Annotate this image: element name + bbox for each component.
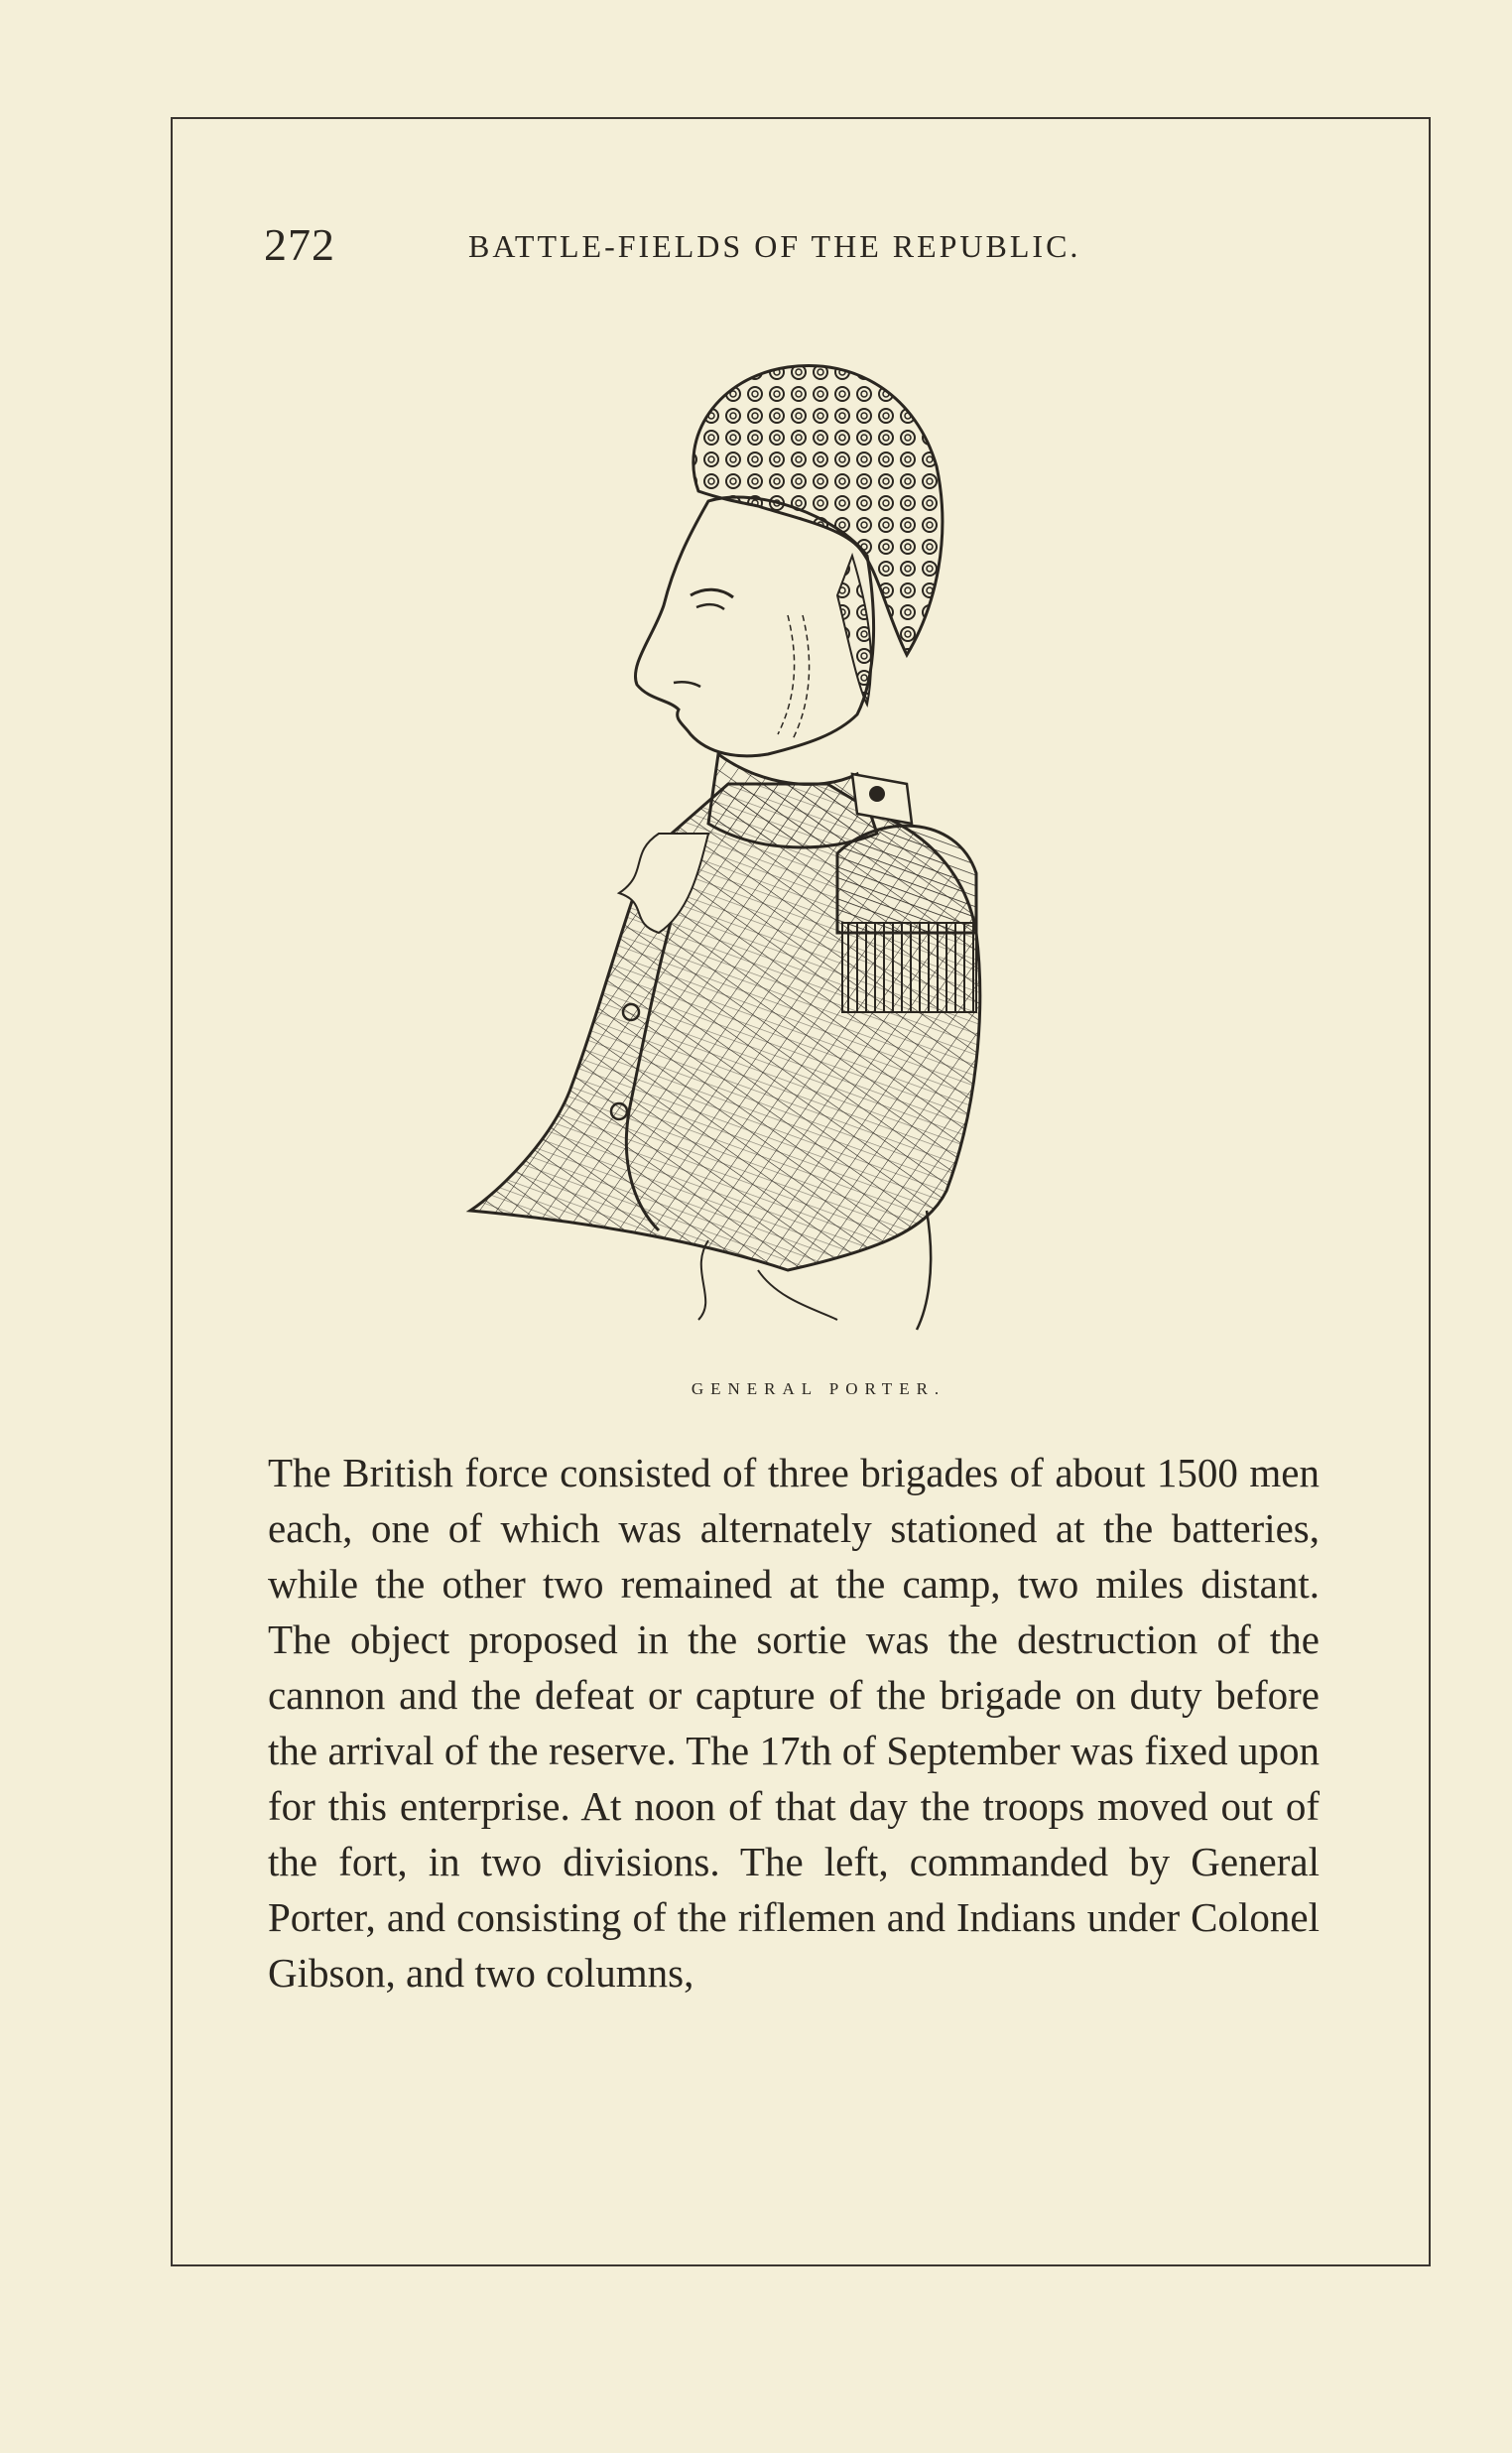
figure-caption: GENERAL PORTER. bbox=[691, 1379, 946, 1398]
body-paragraph: The British force consisted of three brigades of about 1500 men each, one of which was alternately stationed at the batteries, while the other two remained at the camp, two miles distant. The object proposed in the sortie was the destruction of the cannon and the defeat or capture of the brigade on duty before the arrival of the reserve. The 17th of September was fixed upon for this enterprise. At noon of that day the troops moved out of the fort, in two divisions. The left, commanded by General Porter, and consisting of the riflemen and Indians under Colonel Gibson, and two columns, bbox=[268, 1450, 1320, 1996]
page-frame bbox=[171, 117, 1431, 2266]
running-title: BATTLE-FIELDS OF THE REPUBLIC. bbox=[468, 228, 1081, 264]
portrait-engraving-icon bbox=[460, 318, 1145, 1429]
page-number: 272 bbox=[264, 219, 335, 270]
face-shape bbox=[635, 497, 873, 756]
running-head bbox=[173, 218, 1429, 278]
